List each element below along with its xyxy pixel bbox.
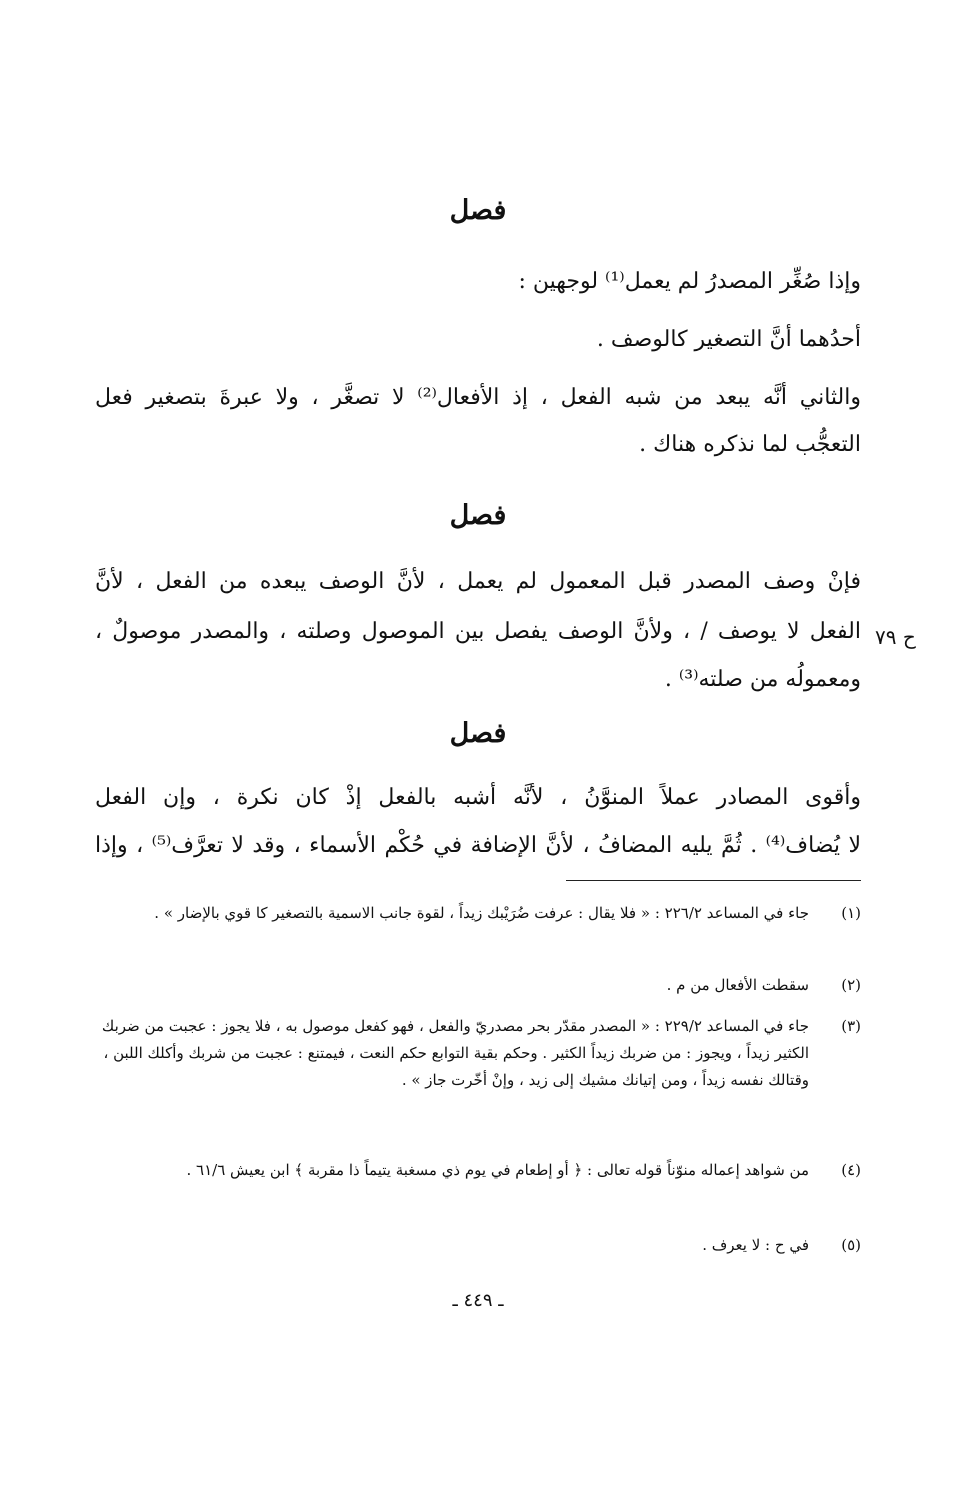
footnote [95,1232,861,1259]
section-heading: فصل [449,500,507,531]
footnote-text: سقطت الأفعال من م . [666,976,809,994]
footnote [95,1013,861,1094]
footnote-separator [566,880,861,881]
text-line: أحدُهما أنَّ التصغير كالوصف . [596,327,861,352]
footnote-number: (١) [841,904,861,922]
footnote [95,900,861,927]
margin-note: ح ٧٩ [875,625,916,649]
footnote [95,972,861,999]
footnote-number: (٣) [841,1017,861,1035]
footnote-text: جاء في المساعد ٢٢٩/٢ : « المصدر مقدّر بحر مصدريّ والفعل ، فهو كفعل موصول به ، فلا يجوز : عجبت من ضربك الكثير زيداً ، ويجوز : من ضربك زيداً الكثير . وحكم بقية التوابع حكم النعت ، فيمتنع : عجبت من شربك وأكلك اللبن ، وقتالك نفسه زيداً ، ومن إتيانك مشيك إلى زيد ، وإنْ أخّرت جاز » . [101,1017,809,1089]
text-line: وإذا صُغِّر المصدرُ لم يعمل⁽¹⁾ لوجهين : [518,269,861,294]
section-heading: فصل [449,195,507,226]
footnote-number: (٥) [841,1236,861,1254]
text-line: التعجُّب لما نذكره هناك . [639,432,861,457]
text-line: فإنْ وصف المصدر قبل المعمول لم يعمل ، لأنَّ الوصف يبعده من الفعل ، لأنَّ [95,569,861,594]
section-heading: فصل [449,718,507,749]
footnote-text: في ح : لا يعرف . [702,1236,809,1254]
text-line: الفعل لا يوصف / ، ولأنَّ الوصف يفصل بين الموصول وصلته ، والمصدر موصولٌ ، [95,619,861,644]
footnote [95,1157,861,1184]
page-number: ـ ٤٤٩ ـ [452,1290,504,1311]
text-line: وأقوى المصادر عملاً المنوَّنُ ، لأنَّه أشبه بالفعل إذْ كان نكرة ، وإن الفعل [95,785,861,810]
text-line: والثاني أنَّه يبعد من شبه الفعل ، إذ الأفعال⁽²⁾ لا تصغَّر ، ولا عبرةَ بتصغير فعل [95,385,861,410]
text-line: لا يُضاف⁽⁴⁾ . ثُمَّ يليه المضافُ ، لأنَّ الإضافة في حُكْم الأسماء ، وقد لا تعرَّف⁽⁵⁾ ، وإذا [95,833,861,858]
text-line: ومعمولُه من صلته⁽³⁾ . [664,667,861,692]
footnote-text: من شواهد إعماله منوّناً قوله تعالى : ﴿ أو إطعام في يوم ذي مسغبة يتيماً ذا مقربة ﴾ ابن يعيش ٦١/٦ . [186,1161,809,1179]
footnote-number: (٢) [841,976,861,994]
footnote-text: جاء في المساعد ٢٢٦/٢ : « فلا يقال : عرفت ضُرَيْبك زيداً ، لقوة جانب الاسمية بالتصغير كا قوي بالإضار » . [154,904,809,922]
footnote-number: (٤) [841,1161,861,1179]
